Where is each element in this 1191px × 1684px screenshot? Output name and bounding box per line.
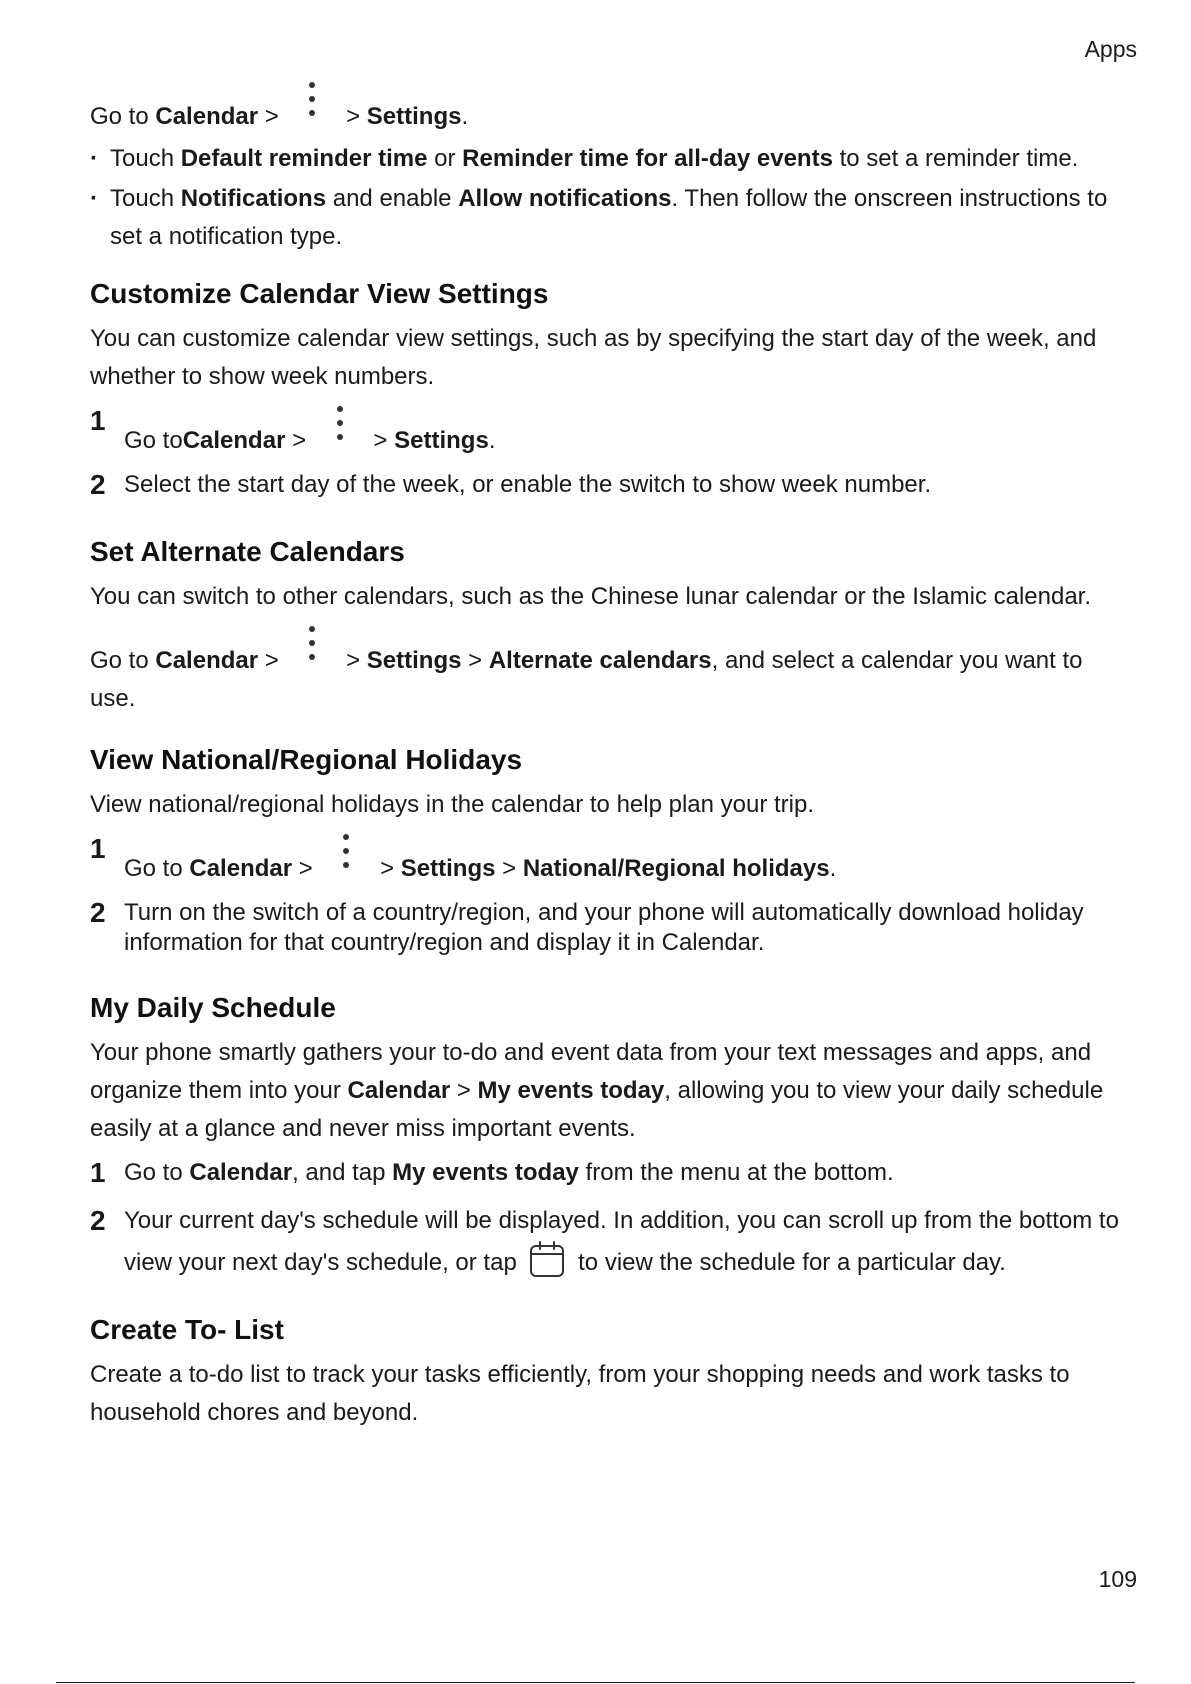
reminder-bullet-2: · Touch Notifications and enable Allow notifications. Then follow the onscreen instructions to set a notification type. (90, 180, 1120, 256)
alternate-intro: You can switch to other calendars, such as the Chinese lunar calendar or the Islamic calendar. (90, 583, 1092, 610)
daily-step-1: 1 Go to Calendar, and tap My events today from the menu at the bottom. (90, 1157, 894, 1188)
daily-step-2: 2 Your current day's schedule will be displayed. In addition, you can scroll up from the bottom to view your next day's schedule, or tap to view the schedule for a particular day. (90, 1205, 1119, 1276)
more-vertical-icon (333, 834, 359, 882)
heading-daily-schedule: My Daily Schedule (90, 992, 336, 1023)
heading-holidays: View National/Regional Holidays (90, 744, 523, 775)
alternate-goto: Go to Calendar > > Settings > Alternate calendars, and select a calendar you want to use. (90, 626, 1120, 718)
footer-divider (56, 1682, 1135, 1683)
view-settings-intro: You can customize calendar view settings, such as by specifying the start day of the week, and whether to show week numbers. (90, 325, 1097, 390)
page-number: 109 (1098, 1566, 1137, 1592)
holidays-step-2: 2 Turn on the switch of a country/region, and your phone will automatically download holiday information for that country/region and display it in Calendar. (90, 897, 1084, 956)
heading-view-settings: Customize Calendar View Settings (90, 278, 549, 309)
view-settings-step-1: 1 Go toCalendar > > Settings. (90, 405, 496, 454)
page-content (90, 82, 1120, 1432)
more-vertical-icon (299, 626, 325, 674)
heading-todo: Create To- List (90, 1314, 284, 1345)
section-header: Apps (1084, 36, 1137, 62)
calendar-icon (529, 1240, 565, 1278)
reminder-bullet-1: · Touch Default reminder time or Reminder time for all-day events to set a reminder time. (90, 140, 1120, 178)
view-settings-step-2: 2 Select the start day of the week, or enable the switch to show week number. (90, 469, 932, 500)
more-vertical-icon (299, 82, 325, 130)
reminder-goto: Go to Calendar > > Settings. (90, 82, 1120, 136)
heading-alternate-calendars: Set Alternate Calendars (90, 536, 405, 567)
todo-intro: Create a to-do list to track your tasks efficiently, from your shopping needs and work tasks to household chores and beyond. (90, 1361, 1070, 1426)
daily-intro: Your phone smartly gathers your to-do and event data from your text messages and apps, and organize them into your Calendar > My events today, allowing you to view your daily schedule easily at a glance and never miss important events. (90, 1039, 1104, 1142)
holidays-intro: View national/regional holidays in the calendar to help plan your trip. (90, 791, 815, 818)
more-vertical-icon (327, 406, 353, 454)
holidays-step-1: 1 Go to Calendar > > Settings > National/Regional holidays. (90, 833, 837, 882)
